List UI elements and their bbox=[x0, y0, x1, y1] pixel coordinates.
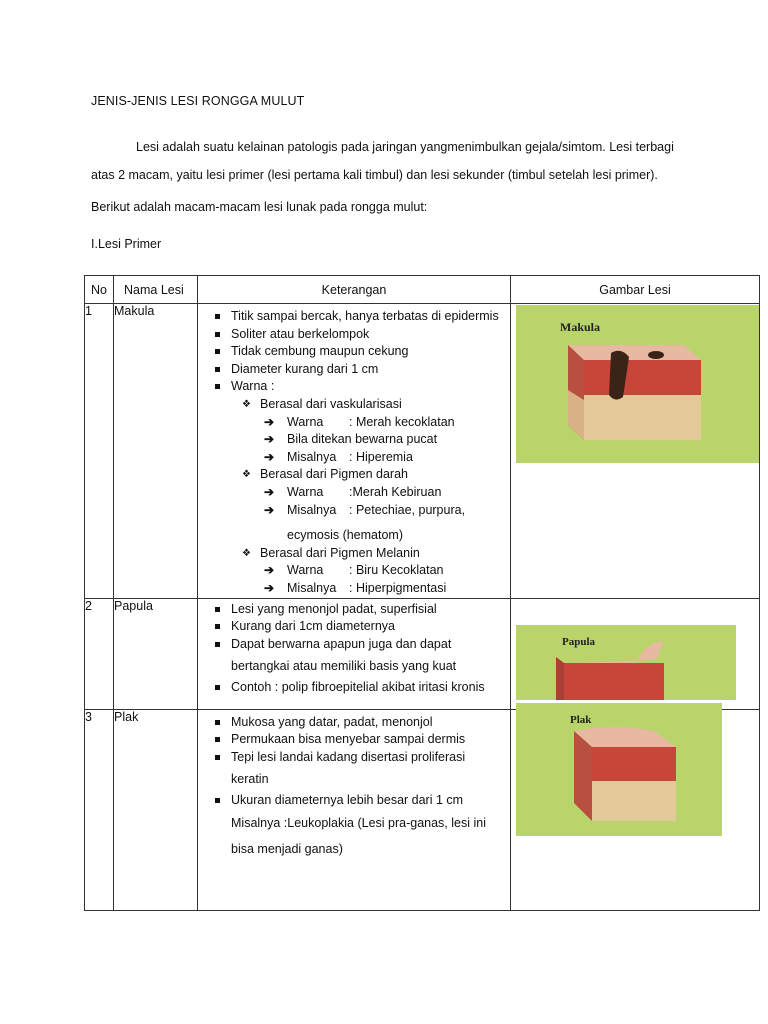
description-list bbox=[198, 601, 510, 697]
sub-item: ❖ Berasal dari vaskularisasi bbox=[198, 396, 510, 414]
detail-item: ➔ Bila ditekan bewarna pucat bbox=[198, 431, 510, 449]
list-item: Ukuran diameternya lebih besar dari 1 cm bbox=[198, 792, 510, 810]
sub-item: ❖ Berasal dari Pigmen darah bbox=[198, 466, 510, 484]
list-item: Warna : bbox=[198, 378, 510, 396]
description-list bbox=[198, 714, 510, 862]
makula-illustration bbox=[516, 305, 759, 463]
list-item: Soliter atau berkelompok bbox=[198, 326, 510, 344]
header-nama-lesi: Nama Lesi bbox=[114, 276, 198, 304]
list-item: bertangkai atau memiliki basis yang kuat bbox=[231, 659, 457, 674]
row-name: Papula bbox=[114, 598, 198, 709]
list-item: Tidak cembung maupun cekung bbox=[198, 343, 510, 361]
detail-item: ➔ Warna : Merah kecoklatan bbox=[198, 414, 510, 432]
list-item: Dapat berwarna apapun juga dan dapat bbox=[198, 636, 510, 654]
detail-item: ➔ Misalnya : Petechiae, purpura, bbox=[198, 502, 510, 520]
detail-item: ➔ Misalnya : Hiperpigmentasi bbox=[198, 580, 510, 598]
list-item: bisa menjadi ganas) bbox=[231, 841, 343, 856]
list-item: Mukosa yang datar, padat, menonjol bbox=[198, 714, 510, 732]
detail-item: ➔ Warna : Biru Kecoklatan bbox=[198, 562, 510, 580]
table-header-row bbox=[85, 276, 760, 304]
section-heading: I.Lesi Primer bbox=[91, 237, 162, 251]
list-item: Misalnya :Leukoplakia (Lesi pra-ganas, lesi ini bbox=[231, 815, 486, 830]
plak-illustration bbox=[516, 703, 722, 836]
image-label: Plak bbox=[570, 714, 592, 726]
list-item: Lesi yang menonjol padat, superfisial bbox=[198, 601, 510, 619]
document-title: JENIS-JENIS LESI RONGGA MULUT bbox=[91, 94, 305, 108]
list-item: Contoh : polip fibroepitelial akibat iritasi kronis bbox=[198, 679, 510, 697]
description-list bbox=[198, 308, 510, 598]
detail-item: ➔ Warna :Merah Kebiruan bbox=[198, 484, 510, 502]
list-item: Tepi lesi landai kadang disertasi proliferasi bbox=[198, 749, 510, 767]
row-name: Plak bbox=[114, 709, 198, 910]
header-keterangan: Keterangan bbox=[198, 276, 511, 304]
papula-illustration bbox=[516, 625, 736, 700]
header-no: No bbox=[85, 276, 114, 304]
image-label: Papula bbox=[562, 636, 596, 648]
row-no: 1 bbox=[85, 304, 114, 599]
header-gambar-lesi: Gambar Lesi bbox=[511, 276, 760, 304]
list-item: Diameter kurang dari 1 cm bbox=[198, 361, 510, 379]
list-intro: Berikut adalah macam-macam lesi lunak pada rongga mulut: bbox=[91, 200, 428, 214]
row-no: 2 bbox=[85, 598, 114, 709]
list-item: keratin bbox=[231, 772, 269, 787]
sub-item: ❖ Berasal dari Pigmen Melanin bbox=[198, 545, 510, 563]
row-name: Makula bbox=[114, 304, 198, 599]
image-label: Makula bbox=[560, 320, 601, 334]
intro-paragraph bbox=[91, 133, 691, 189]
detail-continuation: ecymosis (hematom) bbox=[287, 528, 403, 543]
paragraph-text: Lesi adalah suatu kelainan patologis pada jaringan yangmenimbulkan gejala/simtom. Lesi terbagi atas 2 macam, yaitu lesi primer (lesi pertama kali timbul) dan lesi sekunder (timbul setelah lesi primer). bbox=[91, 140, 674, 182]
list-item: Titik sampai bercak, hanya terbatas di epidermis bbox=[198, 308, 510, 326]
list-item: Permukaan bisa menyebar sampai dermis bbox=[198, 731, 510, 749]
row-no: 3 bbox=[85, 709, 114, 910]
list-item: Kurang dari 1cm diameternya bbox=[198, 618, 510, 636]
detail-item: ➔ Misalnya : Hiperemia bbox=[198, 449, 510, 467]
